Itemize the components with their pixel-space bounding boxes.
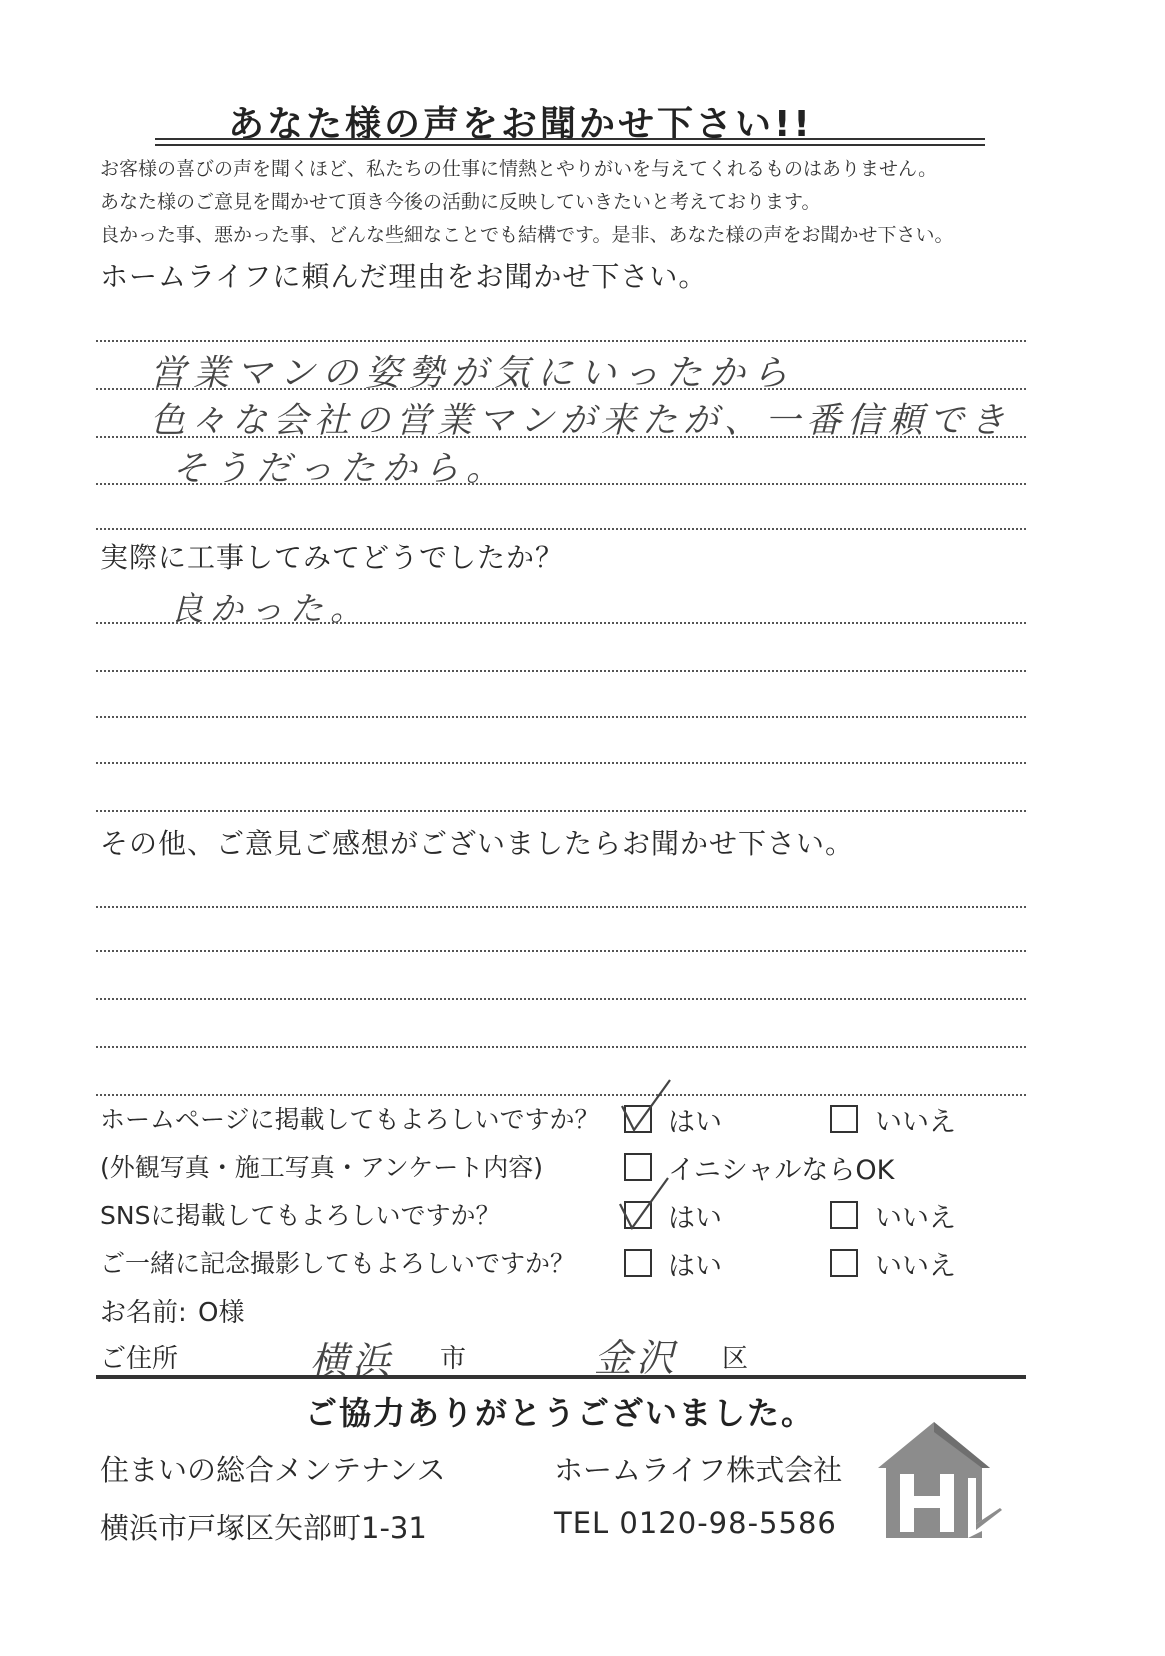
answer-line: [96, 906, 1026, 908]
handwritten-answer-reason-3: そうだったから。: [172, 449, 509, 489]
answer-line: [96, 622, 1026, 624]
initials-ok-label: イニシャルならOK: [668, 1155, 895, 1186]
answer-line: [96, 340, 1026, 342]
answer-line: [96, 950, 1026, 952]
homepage-yes-label: はい: [668, 1107, 722, 1138]
company-tel: TEL 0120-98-5586: [554, 1506, 837, 1540]
handwritten-ward: 金沢: [594, 1336, 679, 1380]
city-unit: 市: [440, 1344, 467, 1374]
title-underline: [155, 138, 985, 140]
photo-yes-checkbox[interactable]: [624, 1249, 652, 1277]
sns-yes-label: はい: [668, 1203, 722, 1234]
answer-line: [96, 998, 1026, 1000]
thanks-message: ご協力ありがとうございました。: [305, 1394, 816, 1432]
check-mark-icon: [614, 1172, 674, 1232]
sns-no-label: いいえ: [875, 1203, 956, 1234]
answer-line: [96, 528, 1026, 530]
question-reason: ホームライフに頼んだ理由をお聞かせ下さい。: [100, 260, 708, 293]
answer-line: [96, 670, 1026, 672]
permission-homepage-question: ホームページに掲載してもよろしいですか？: [100, 1105, 600, 1134]
answer-line: [96, 1046, 1026, 1048]
question-comments: その他、ご意見ご感想がございましたらお聞かせ下さい。: [100, 827, 855, 860]
company-address: 横浜市戸塚区矢部町1-31: [100, 1511, 427, 1545]
handwritten-answer-experience: 良かった。: [170, 589, 370, 628]
house-hl-logo-icon: [872, 1418, 1002, 1540]
ward-unit: 区: [722, 1344, 749, 1374]
name-value: O様: [198, 1298, 245, 1328]
sns-no-checkbox[interactable]: [830, 1201, 858, 1229]
question-experience: 実際に工事してみてどうでしたか？: [100, 541, 565, 574]
photo-no-label: いいえ: [875, 1251, 956, 1282]
company-name: ホームライフ株式会社: [554, 1453, 843, 1487]
handwritten-answer-reason-2: 色々な会社の営業マンが来たが、一番信頼でき: [150, 401, 1012, 441]
homepage-no-label: いいえ: [875, 1107, 956, 1138]
intro-line-3: 良かった事、悪かった事、どんな些細なことでも結構です。是非、あなた様の声をお聞かせ下さい。: [100, 224, 954, 246]
name-label: お名前:: [100, 1298, 187, 1328]
answer-line: [96, 1094, 1026, 1096]
title-underline-2: [155, 144, 985, 146]
answer-line: [96, 810, 1026, 812]
photo-yes-label: はい: [668, 1251, 722, 1282]
company-tagline: 住まいの総合メンテナンス: [100, 1453, 446, 1487]
answer-line: [96, 716, 1026, 718]
homepage-no-checkbox[interactable]: [830, 1105, 858, 1133]
permission-photo-question: ご一緒に記念撮影してもよろしいですか？: [100, 1249, 576, 1278]
page-title: あなた様の声をお聞かせ下さい!!: [228, 104, 813, 145]
permission-sns-question: SNSに掲載してもよろしいですか？: [100, 1201, 501, 1230]
handwritten-city: 横浜: [310, 1339, 395, 1383]
handwritten-answer-reason-1: 営業マンの姿勢が気にいったから: [150, 353, 796, 394]
check-mark-icon: [616, 1076, 676, 1136]
divider: [96, 1375, 1026, 1379]
address-label: ご住所: [100, 1344, 179, 1374]
permission-content-note: (外観写真・施工写真・アンケート内容): [100, 1153, 544, 1182]
answer-line: [96, 762, 1026, 764]
photo-no-checkbox[interactable]: [830, 1249, 858, 1277]
intro-line-1: お客様の喜びの声を聞くほど、私たちの仕事に情熱とやりがいを与えてくれるものはありません。: [100, 158, 938, 180]
intro-line-2: あなた様のご意見を聞かせて頂き今後の活動に反映していきたいと考えております。: [100, 191, 821, 213]
